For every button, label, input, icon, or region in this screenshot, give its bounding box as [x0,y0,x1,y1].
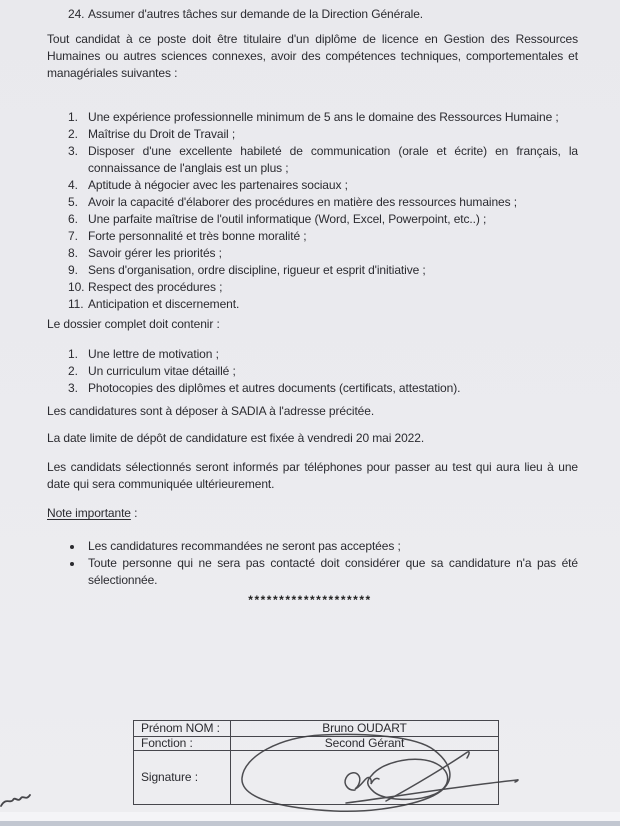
list-number: 11. [68,297,84,311]
list-item-text: Aptitude à négocier avec les partenaires sociaux ; [88,178,348,192]
list-item-text: Assumer d'autres tâches sur demande de la Direction Générale. [88,7,424,21]
list-number: 24. [68,7,85,21]
list-item [68,346,578,363]
list-item [68,143,578,177]
list-item-text: Une expérience professionnelle minimum de 5 ans le domaine des Ressources Humaine ; [88,110,559,124]
list-item-text: Forte personnalité et très bonne moralité ; [88,229,307,243]
list-item [68,380,578,397]
list-number: 9. [68,263,78,277]
list-item [68,538,578,555]
table-value-prenom-nom: Bruno OUDART [231,721,498,737]
list-item-text: Les candidatures recommandées ne seront pas acceptées ; [88,539,401,553]
list-item-24 [68,6,578,23]
list-item [68,177,578,194]
list-item [68,555,578,589]
list-item-text: Disposer d'une excellente habileté de communication (orale et écrite) en français, la connaissance de l'anglais est un plus ; [88,144,578,175]
intro-paragraph: Tout candidat à ce poste doit être titulaire d'un diplôme de licence en Gestion des Ressources Humaines ou autres sciences connexes, avoir des compétences techniques, comportementales et managériales suivantes : [47,32,578,80]
table-label-prenom-nom: Prénom NOM : [134,721,231,737]
list-item-text: Photocopies des diplômes et autres documents (certificats, attestation). [88,381,461,395]
scan-edge-highlight [0,812,620,821]
list-item-text: Une parfaite maîtrise de l'outil informatique (Word, Excel, Powerpoint, etc..) ; [88,212,487,226]
list-number: 4. [68,178,78,192]
list-number: 2. [68,127,78,141]
list-number: 5. [68,195,78,209]
selection-paragraph: Les candidats sélectionnés seront informés par téléphones pour passer au test qui aura lieu à une date qui sera communiquée ultérieurement. [47,460,578,491]
signature-table [133,720,499,805]
dossier-list [68,346,578,397]
dossier-heading: Le dossier complet doit contenir : [47,317,220,331]
list-item-text: Une lettre de motivation ; [88,347,219,361]
list-item [68,245,578,262]
scan-edge-shadow [0,821,620,826]
list-item [68,228,578,245]
list-item-text: Maîtrise du Droit de Travail ; [88,127,236,141]
bullet-icon [68,555,88,589]
list-item [68,363,578,380]
list-number: 3. [68,144,78,158]
deadline-line: La date limite de dépôt de candidature est fixée à vendredi 20 mai 2022. [47,431,425,445]
list-item [68,211,578,228]
list-item-text: Un curriculum vitae détaillé ; [88,364,236,378]
list-number: 6. [68,212,78,226]
table-label-fonction: Fonction : [134,737,231,751]
table-cell-signature [231,751,498,804]
note-heading [47,505,137,522]
list-number: 2. [68,364,78,378]
table-value-fonction: Second Gérant [231,737,498,751]
list-number: 1. [68,347,78,361]
list-item-text: Respect des procédures ; [88,280,223,294]
asterisk-separator: ******************** [248,593,372,607]
list-item-text: Savoir gérer les priorités ; [88,246,222,260]
table-label-signature: Signature : [134,751,231,804]
list-number: 1. [68,110,78,124]
list-item-text: Sens d'organisation, ordre discipline, rigueur et esprit d'initiative ; [88,263,426,277]
note-colon: : [130,506,138,520]
requirements-list [68,109,578,313]
submit-line: Les candidatures sont à déposer à SADIA à l'adresse précitée. [47,404,375,418]
list-item [68,109,578,126]
list-number: 7. [68,229,78,243]
list-item-text: Avoir la capacité d'élaborer des procédures en matière des ressources humaines ; [88,195,517,209]
list-item [68,296,578,313]
list-item-text: Toute personne qui ne sera pas contacté doit considérer que sa candidature n'a pas été sélectionnée. [88,556,578,587]
list-number: 10. [68,280,85,294]
list-number: 3. [68,381,78,395]
list-item [68,262,578,279]
list-item [68,279,578,296]
note-heading-text: Note importante [47,506,131,520]
notes-list [68,538,578,589]
list-item-text: Anticipation et discernement. [88,297,240,311]
bullet-icon [68,538,88,555]
list-number: 8. [68,246,78,260]
list-item [68,194,578,211]
list-item [68,126,578,143]
